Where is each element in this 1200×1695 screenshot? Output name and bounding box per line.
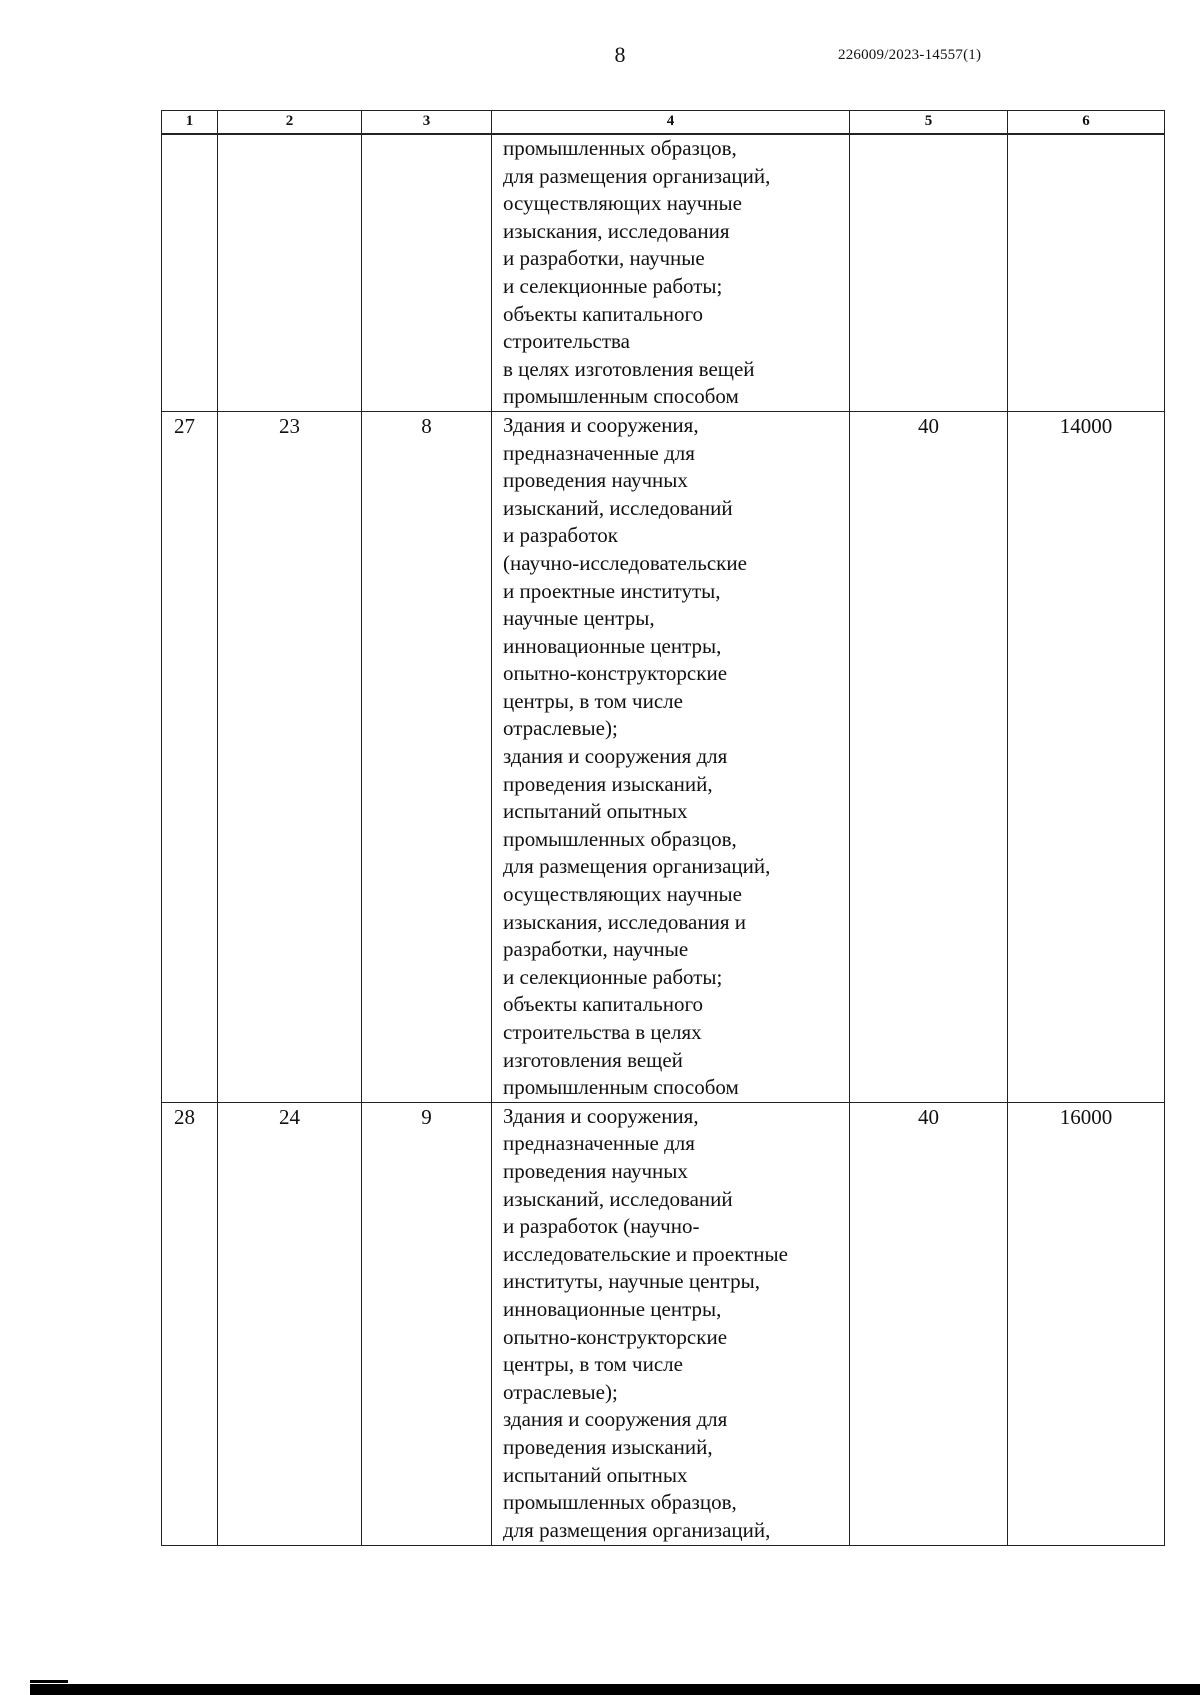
cell-value: 40 — [918, 1104, 939, 1129]
column-header-6: 6 — [1008, 111, 1165, 135]
cell-description: промышленных образцов, для размещения организаций, осуществляющих научные изыскания, исследования и разработки, научные и селекционные работы; объекты капитального строительства в целях изготовления вещей промышленным способом — [492, 134, 850, 411]
cell-col6 — [1008, 1102, 1165, 1545]
cell-value — [850, 135, 1007, 136]
cell-col2 — [218, 411, 362, 1102]
cell-value: 24 — [279, 1104, 300, 1129]
row-number: 28 — [174, 1104, 195, 1129]
data-table — [161, 110, 1165, 1546]
cell-col1 — [162, 411, 218, 1102]
page-number: 8 — [614, 42, 626, 67]
cell-value — [1008, 135, 1164, 136]
cell-value — [218, 135, 361, 136]
cell-col2 — [218, 1102, 362, 1545]
cell-value: 16000 — [1059, 1104, 1113, 1129]
cell-value: 8 — [421, 413, 432, 438]
table-row — [162, 411, 1165, 1102]
scan-edge-mark — [30, 1680, 68, 1683]
scan-bottom-edge — [30, 1684, 1200, 1695]
cell-col1 — [162, 134, 218, 411]
cell-col2 — [218, 134, 362, 411]
cell-value — [362, 135, 491, 136]
column-header-2: 2 — [218, 111, 362, 135]
cell-col6 — [1008, 134, 1165, 411]
cell-value: 23 — [279, 413, 300, 438]
cell-col1 — [162, 1102, 218, 1545]
column-header-3: 3 — [362, 111, 492, 135]
cell-col6 — [1008, 411, 1165, 1102]
column-header-4: 4 — [492, 111, 850, 135]
cell-description: Здания и сооружения, предназначенные для проведения научных изысканий, исследований и разработок (научно- исследовательские и проектные институты, научные центры, инновационные центры, опытно-конструкторские центры, в том числе отраслевые); здания и сооружения для проведения изысканий, испытаний опытных промышленных образцов, для размещения организаций, — [492, 1102, 850, 1545]
cell-col3 — [362, 411, 492, 1102]
cell-col3 — [362, 1102, 492, 1545]
table-header-row — [162, 111, 1165, 135]
table-row — [162, 1102, 1165, 1545]
cell-value: 9 — [421, 1104, 432, 1129]
cell-value: 40 — [918, 413, 939, 438]
document-id: 226009/2023-14557(1) — [838, 47, 982, 63]
column-header-1: 1 — [162, 111, 218, 135]
table-row — [162, 134, 1165, 411]
cell-col5 — [850, 1102, 1008, 1545]
column-header-5: 5 — [850, 111, 1008, 135]
cell-col5 — [850, 411, 1008, 1102]
cell-col3 — [362, 134, 492, 411]
cell-description: Здания и сооружения, предназначенные для проведения научных изысканий, исследований и разработок (научно-исследовательские и проектные институты, научные центры, инновационные центры, опытно-конструкторские центры, в том числе отраслевые); здания и сооружения для проведения изысканий, испытаний опытных промышленных образцов, для размещения организаций, осуществляющих научные изыскания, исследования и разработки, научные и селекционные работы; объекты капитального строительства в целях изготовления вещей промышленным способом — [492, 411, 850, 1102]
cell-col5 — [850, 134, 1008, 411]
row-number — [174, 135, 217, 136]
cell-value: 14000 — [1059, 413, 1113, 438]
row-number: 27 — [174, 413, 195, 438]
